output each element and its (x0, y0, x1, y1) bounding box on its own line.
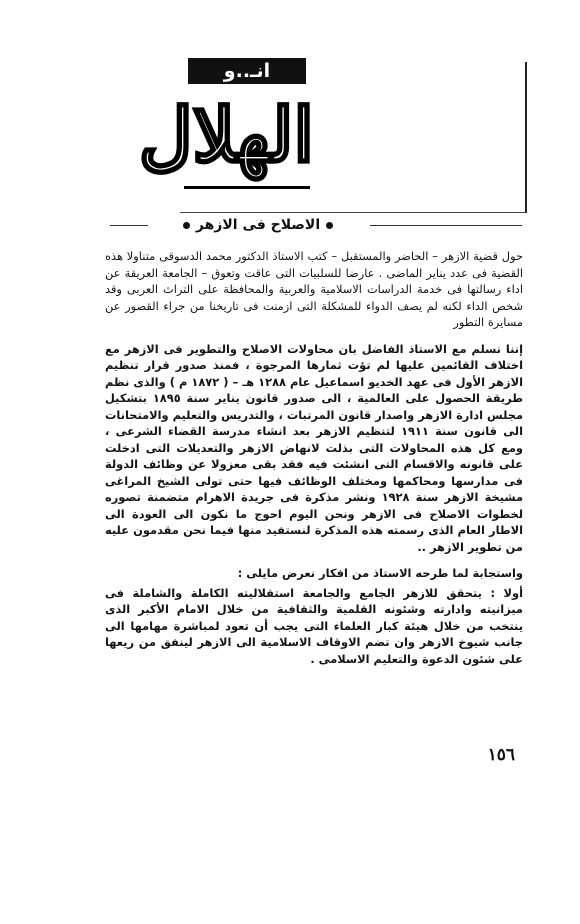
section-title (148, 212, 368, 238)
masthead-main-label: الهلال (138, 93, 314, 179)
title-divider-left (110, 225, 148, 226)
article-body (105, 248, 523, 677)
section-title-text: الاصلاح فى الازهر (195, 217, 321, 233)
masthead-logo (138, 58, 314, 188)
title-divider-right (370, 225, 522, 226)
bullet-icon (326, 222, 333, 229)
paragraph: حول قضية الازهر – الحاضر والمستقبل – كتب الاستاذ الدكتور محمد الدسوقى متناولا هذه القضية فى عدد يناير الماضى . عارضا للسلبيات التى عاقت وتعوق – الجامعة العريقة عن اداء رسالتها فى خدمة الدراسات الاسلامية والعربية والمحافظة على التراث العربى وقد شخص الداء لكنه لم يصف الدواء للمشكلة التى ازمنت فى تاريخنا من جراء القصور عن مسايرة التطور (105, 249, 523, 329)
page-number: ١٥٦ (487, 745, 515, 765)
masthead-underline (184, 186, 310, 189)
masthead-top-label: انـ..و (188, 58, 306, 84)
bullet-icon (183, 222, 190, 229)
paragraph: إننا نسلم مع الاستاذ الفاضل بان محاولات الاصلاح والتطوير فى الازهر مع اختلاف القائمين عليها لم تؤت ثمارها المرجوة ، فمنذ صدور قرار تنظيم الازهر الأول فى عهد الخديو اسماعيل عام ١٢٨٨ هـ – ( ١٨٧٢ م ) والذى نظم طريقة الحصول على العالمية ، الى صدور قانون يناير سنة ١٨٩٥ بتشكيل مجلس ادارة الازهر واصدار قانون المرتبات ، والتدريس والتعليم والامتحانات الى قانون سنة ١٩١١ لتنظيم الازهر بعد انشاء مدرسة القضاء الشرعى ، ومع كل هذه المحاولات التى بذلت لانهاض الازهر والتعديلات التى ادخلت على قانونه والاقسام التى انشئت فيه فقد بقى معزولا عن وظائف الدولة فى مدارسها ومحاكمها ومختلف الوظائف فيها حتى تولى الشيخ المراغى مشيخة الازهر سنة ١٩٢٨ ونشر مذكرة فى جريدة الاهرام متضمنة تصوره لخطوات الاصلاح فى الازهر ونحن اليوم احوج ما نكون الى العودة الى الاطار العام الذى رسمته هذه المذكرة لنستفيد منها فيما نحن مقدمون عليه من تطوير الازهر .. (104, 341, 524, 554)
paragraph: واستجابة لما طرحه الاستاذ من افكار نعرض مايلى : (237, 566, 523, 580)
paragraph: أولا : يتحقق للازهر الجامع والجامعة استقلاليته الكاملة والشاملة فى ميزانيته وادارته وشئونه القلمية والثقافية من خلال الامام الأكبر الذى ينتخب من خلال هيئة كبار العلماء التى يجب أن تعود لمباشرة مهامها الى جانب شيوخ الازهر وان تضم الاوقاف الاسلامية الى الازهر لينفق من ريعها على شئون الدعوة والتعليم الاسلامى . (105, 585, 523, 666)
